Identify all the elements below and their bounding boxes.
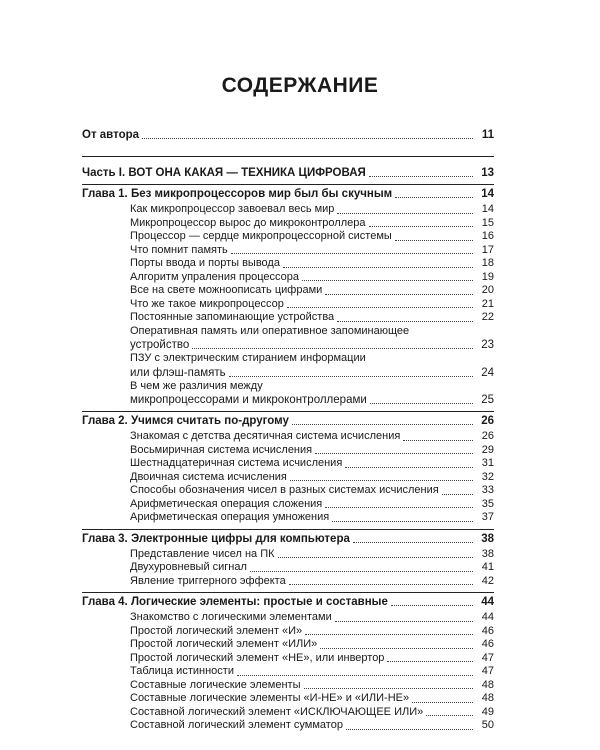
- entry-page-number: 21: [481, 297, 494, 310]
- entry-title: Глава 2. Учимся считать по-другому: [82, 415, 289, 427]
- entry-title: Глава 3. Электронные цифры для компьютера: [82, 532, 350, 545]
- entry-title-continued: устройство: [130, 339, 190, 351]
- toc-entry-section[interactable]: [130, 511, 494, 525]
- toc-entry-section[interactable]: [130, 706, 494, 720]
- entry-title: ПЗУ с электрическим стиранием информации: [130, 352, 366, 364]
- entry-title: Порты ввода и порты вывода: [130, 257, 280, 269]
- entry-page-number: 17: [481, 243, 494, 256]
- entry-page-number: 48: [481, 692, 494, 704]
- entry-page-number: 44: [481, 596, 494, 608]
- toc-entry-section[interactable]: [130, 471, 494, 485]
- dot-leader: [292, 424, 473, 425]
- entry-title: Восьмиричная система исчисления: [130, 443, 313, 456]
- divider: [82, 529, 494, 530]
- entry-page-number: 26: [481, 415, 494, 427]
- entry-page-number: 48: [481, 678, 494, 691]
- entry-page-number: 18: [481, 257, 494, 269]
- entry-title: Составные логические элементы: [130, 678, 301, 691]
- dot-leader: [395, 240, 473, 241]
- dot-leader: [395, 197, 473, 198]
- entry-page-number: 25: [481, 394, 494, 406]
- chapter-list: [82, 184, 494, 733]
- toc-entry-section[interactable]: [130, 352, 494, 380]
- entry-page-number: 22: [481, 311, 494, 323]
- divider: [82, 184, 494, 185]
- entry-title: Что же такое микропроцессор: [130, 297, 284, 310]
- entry-title: Простой логический элемент «НЕ», или инвертор: [130, 651, 385, 664]
- toc-entry-section[interactable]: [130, 652, 494, 666]
- entry-title: Шестнадцатеричная система исчисления: [130, 457, 343, 469]
- dot-leader: [337, 321, 473, 322]
- toc-entry-section[interactable]: [130, 719, 494, 733]
- entry-title: Постоянные запоминающие устройства: [130, 311, 335, 323]
- entry-page-number: 44: [481, 611, 494, 623]
- entry-title: Простой логический элемент «И»: [130, 624, 303, 637]
- dot-leader: [250, 571, 473, 572]
- toc-entry-section[interactable]: [130, 692, 494, 706]
- entry-title: Глава 4. Логические элементы: простые и составные: [82, 596, 388, 608]
- entry-page-number: 14: [481, 203, 494, 215]
- dot-leader: [325, 507, 473, 508]
- dot-leader: [369, 226, 474, 227]
- dot-leader: [278, 557, 473, 558]
- toc-entry-chapter[interactable]: [82, 595, 494, 609]
- dot-leader: [346, 729, 473, 730]
- toc-entry-section[interactable]: [130, 203, 494, 217]
- dot-leader: [412, 702, 473, 703]
- dot-leader: [305, 634, 473, 635]
- toc-entry-section[interactable]: [130, 380, 494, 408]
- entry-page-number: 23: [481, 339, 494, 351]
- toc-entry-section[interactable]: [130, 625, 494, 639]
- dot-leader: [442, 494, 473, 495]
- dot-leader: [391, 605, 473, 606]
- entry-title: Арифметическая операция сложения: [130, 497, 323, 510]
- toc-entry-section[interactable]: [130, 311, 494, 325]
- toc-entry-section[interactable]: [130, 575, 494, 589]
- entry-page-number: 42: [481, 574, 494, 587]
- dot-leader: [287, 307, 473, 308]
- toc-entry-preface[interactable]: [82, 128, 494, 142]
- divider: [82, 592, 494, 593]
- entry-title: Арифметическая операция умножения: [130, 511, 330, 523]
- entry-title-continued: микропроцессорами и микроконтроллерами: [130, 394, 367, 406]
- entry-page-number: 20: [481, 284, 494, 296]
- toc-entry-section[interactable]: [130, 484, 494, 498]
- dot-leader: [304, 688, 474, 689]
- dot-leader: [325, 294, 473, 295]
- entry-page-number: 38: [481, 532, 494, 545]
- entry-page-number: 26: [481, 430, 494, 442]
- entry-page-number: 33: [481, 484, 494, 496]
- entry-title: В чем же различия между: [130, 379, 263, 392]
- toc-entry-section[interactable]: [130, 430, 494, 444]
- toc-entry-section[interactable]: [130, 498, 494, 512]
- entry-title: Явление триггерного эффекта: [130, 574, 286, 587]
- dot-leader: [387, 661, 473, 662]
- divider: [82, 411, 494, 412]
- entry-page-number: 47: [481, 651, 494, 664]
- entry-page-number: 47: [481, 665, 494, 677]
- dot-leader: [283, 267, 473, 268]
- entry-page-number: 38: [481, 547, 494, 560]
- dot-leader: [290, 480, 473, 481]
- section-list: [82, 203, 494, 407]
- toc-entry-section[interactable]: [130, 244, 494, 258]
- entry-page-number: 13: [481, 167, 494, 179]
- entry-page-number: 37: [481, 511, 494, 523]
- table-of-contents: [82, 122, 494, 733]
- entry-page-number: 49: [481, 705, 494, 718]
- entry-page-number: 15: [481, 216, 494, 229]
- dot-leader: [302, 280, 473, 281]
- toc-entry-chapter[interactable]: [82, 414, 494, 428]
- chapter-block: [82, 411, 494, 525]
- toc-entry-part[interactable]: [82, 166, 494, 180]
- entry-page-number: 14: [481, 188, 494, 200]
- dot-leader: [335, 621, 473, 622]
- entry-page-number: 29: [481, 443, 494, 456]
- entry-page-number: 46: [481, 624, 494, 637]
- entry-page-number: 19: [481, 270, 494, 283]
- entry-title: Составной логический элемент сумматор: [130, 719, 343, 731]
- entry-page-number: 11: [481, 129, 494, 141]
- dot-leader: [403, 440, 473, 441]
- entry-title: Оперативная память или оперативное запоминающее: [130, 324, 410, 337]
- entry-title: Простой логический элемент «ИЛИ»: [130, 638, 318, 650]
- entry-title: Глава 1. Без микропроцессоров мир был бы скучным: [82, 188, 393, 200]
- dot-leader: [337, 213, 473, 214]
- toc-entry-section[interactable]: [130, 298, 494, 312]
- dot-leader: [289, 584, 473, 585]
- entry-title: Как микропроцессор завоевал весь мир: [130, 203, 335, 215]
- entry-title: Часть I. ВОТ ОНА КАКАЯ — ТЕХНИКА ЦИФРОВАЯ: [82, 167, 366, 179]
- part-block: [82, 156, 494, 180]
- dot-leader: [192, 348, 473, 349]
- entry-title: Микропроцессор вырос до микроконтроллера: [130, 216, 366, 229]
- section-list: [82, 430, 494, 525]
- toc-entry-section[interactable]: [130, 230, 494, 244]
- entry-page-number: 46: [481, 638, 494, 650]
- entry-title: Способы обозначения чисел в разных системах исчисления: [130, 484, 439, 496]
- toc-entry-chapter[interactable]: [82, 187, 494, 201]
- dot-leader: [142, 138, 473, 139]
- entry-page-number: 16: [481, 230, 494, 242]
- entry-title: Все на свете можноописать цифрами: [130, 284, 323, 296]
- entry-title: Алгоритм упраления процессора: [130, 270, 299, 283]
- entry-page-number: 31: [481, 457, 494, 469]
- entry-title: Представление чисел на ПК: [130, 547, 275, 560]
- entry-title: Составные логические элементы «И-НЕ» и «ИЛИ-НЕ»: [130, 692, 410, 704]
- entry-title: Процессор — сердце микропроцессорной системы: [130, 230, 392, 242]
- chapter-block: [82, 184, 494, 407]
- section-list: [82, 611, 494, 733]
- dot-leader: [345, 467, 473, 468]
- toc-entry-section[interactable]: [130, 548, 494, 562]
- toc-entry-section[interactable]: [130, 325, 494, 353]
- toc-entry-section[interactable]: [130, 271, 494, 285]
- toc-entry-chapter[interactable]: [82, 532, 494, 546]
- entry-title: Составной логический элемент «ИСКЛЮЧАЮЩЕЕ ИЛИ»: [130, 705, 424, 718]
- toc-entry-section[interactable]: [130, 561, 494, 575]
- page-title: СОДЕРЖАНИЕ: [221, 74, 379, 97]
- entry-title: Таблица истинности: [130, 665, 234, 677]
- entry-title: Двухуровневый сигнал: [130, 561, 247, 573]
- dot-leader: [315, 453, 473, 454]
- entry-page-number: 24: [481, 366, 494, 379]
- divider: [82, 156, 494, 157]
- entry-page-number: 41: [481, 561, 494, 573]
- dot-leader: [237, 675, 473, 676]
- dot-leader: [353, 542, 473, 543]
- chapter-block: [82, 529, 494, 589]
- entry-title: Знакомая с детства десятичная система исчисления: [130, 430, 401, 442]
- entry-page-number: 35: [481, 497, 494, 510]
- toc-entry-section[interactable]: [130, 257, 494, 271]
- section-list: [82, 548, 494, 589]
- dot-leader: [370, 403, 473, 404]
- dot-leader: [320, 648, 473, 649]
- toc-entry-section[interactable]: [130, 679, 494, 693]
- chapter-block: [82, 592, 494, 733]
- entry-page-number: 50: [481, 719, 494, 731]
- dot-leader: [229, 376, 473, 377]
- entry-title: Что помнит память: [130, 243, 228, 256]
- toc-entry-section[interactable]: [130, 638, 494, 652]
- toc-entry-section[interactable]: [130, 284, 494, 298]
- entry-title-continued: или флэш-память: [130, 366, 226, 379]
- entry-title: Знакомство с логическими элементами: [130, 611, 332, 623]
- entry-page-number: 32: [481, 470, 494, 483]
- dot-leader: [369, 176, 473, 177]
- toc-entry-section[interactable]: [130, 457, 494, 471]
- dot-leader: [231, 253, 473, 254]
- entry-title: Двоичная система исчисления: [130, 470, 287, 483]
- entry-title: От автора: [82, 129, 140, 141]
- toc-entry-section[interactable]: [130, 217, 494, 231]
- toc-entry-section[interactable]: [130, 444, 494, 458]
- dot-leader: [332, 521, 473, 522]
- toc-entry-section[interactable]: [130, 665, 494, 679]
- toc-entry-section[interactable]: [130, 611, 494, 625]
- dot-leader: [426, 715, 473, 716]
